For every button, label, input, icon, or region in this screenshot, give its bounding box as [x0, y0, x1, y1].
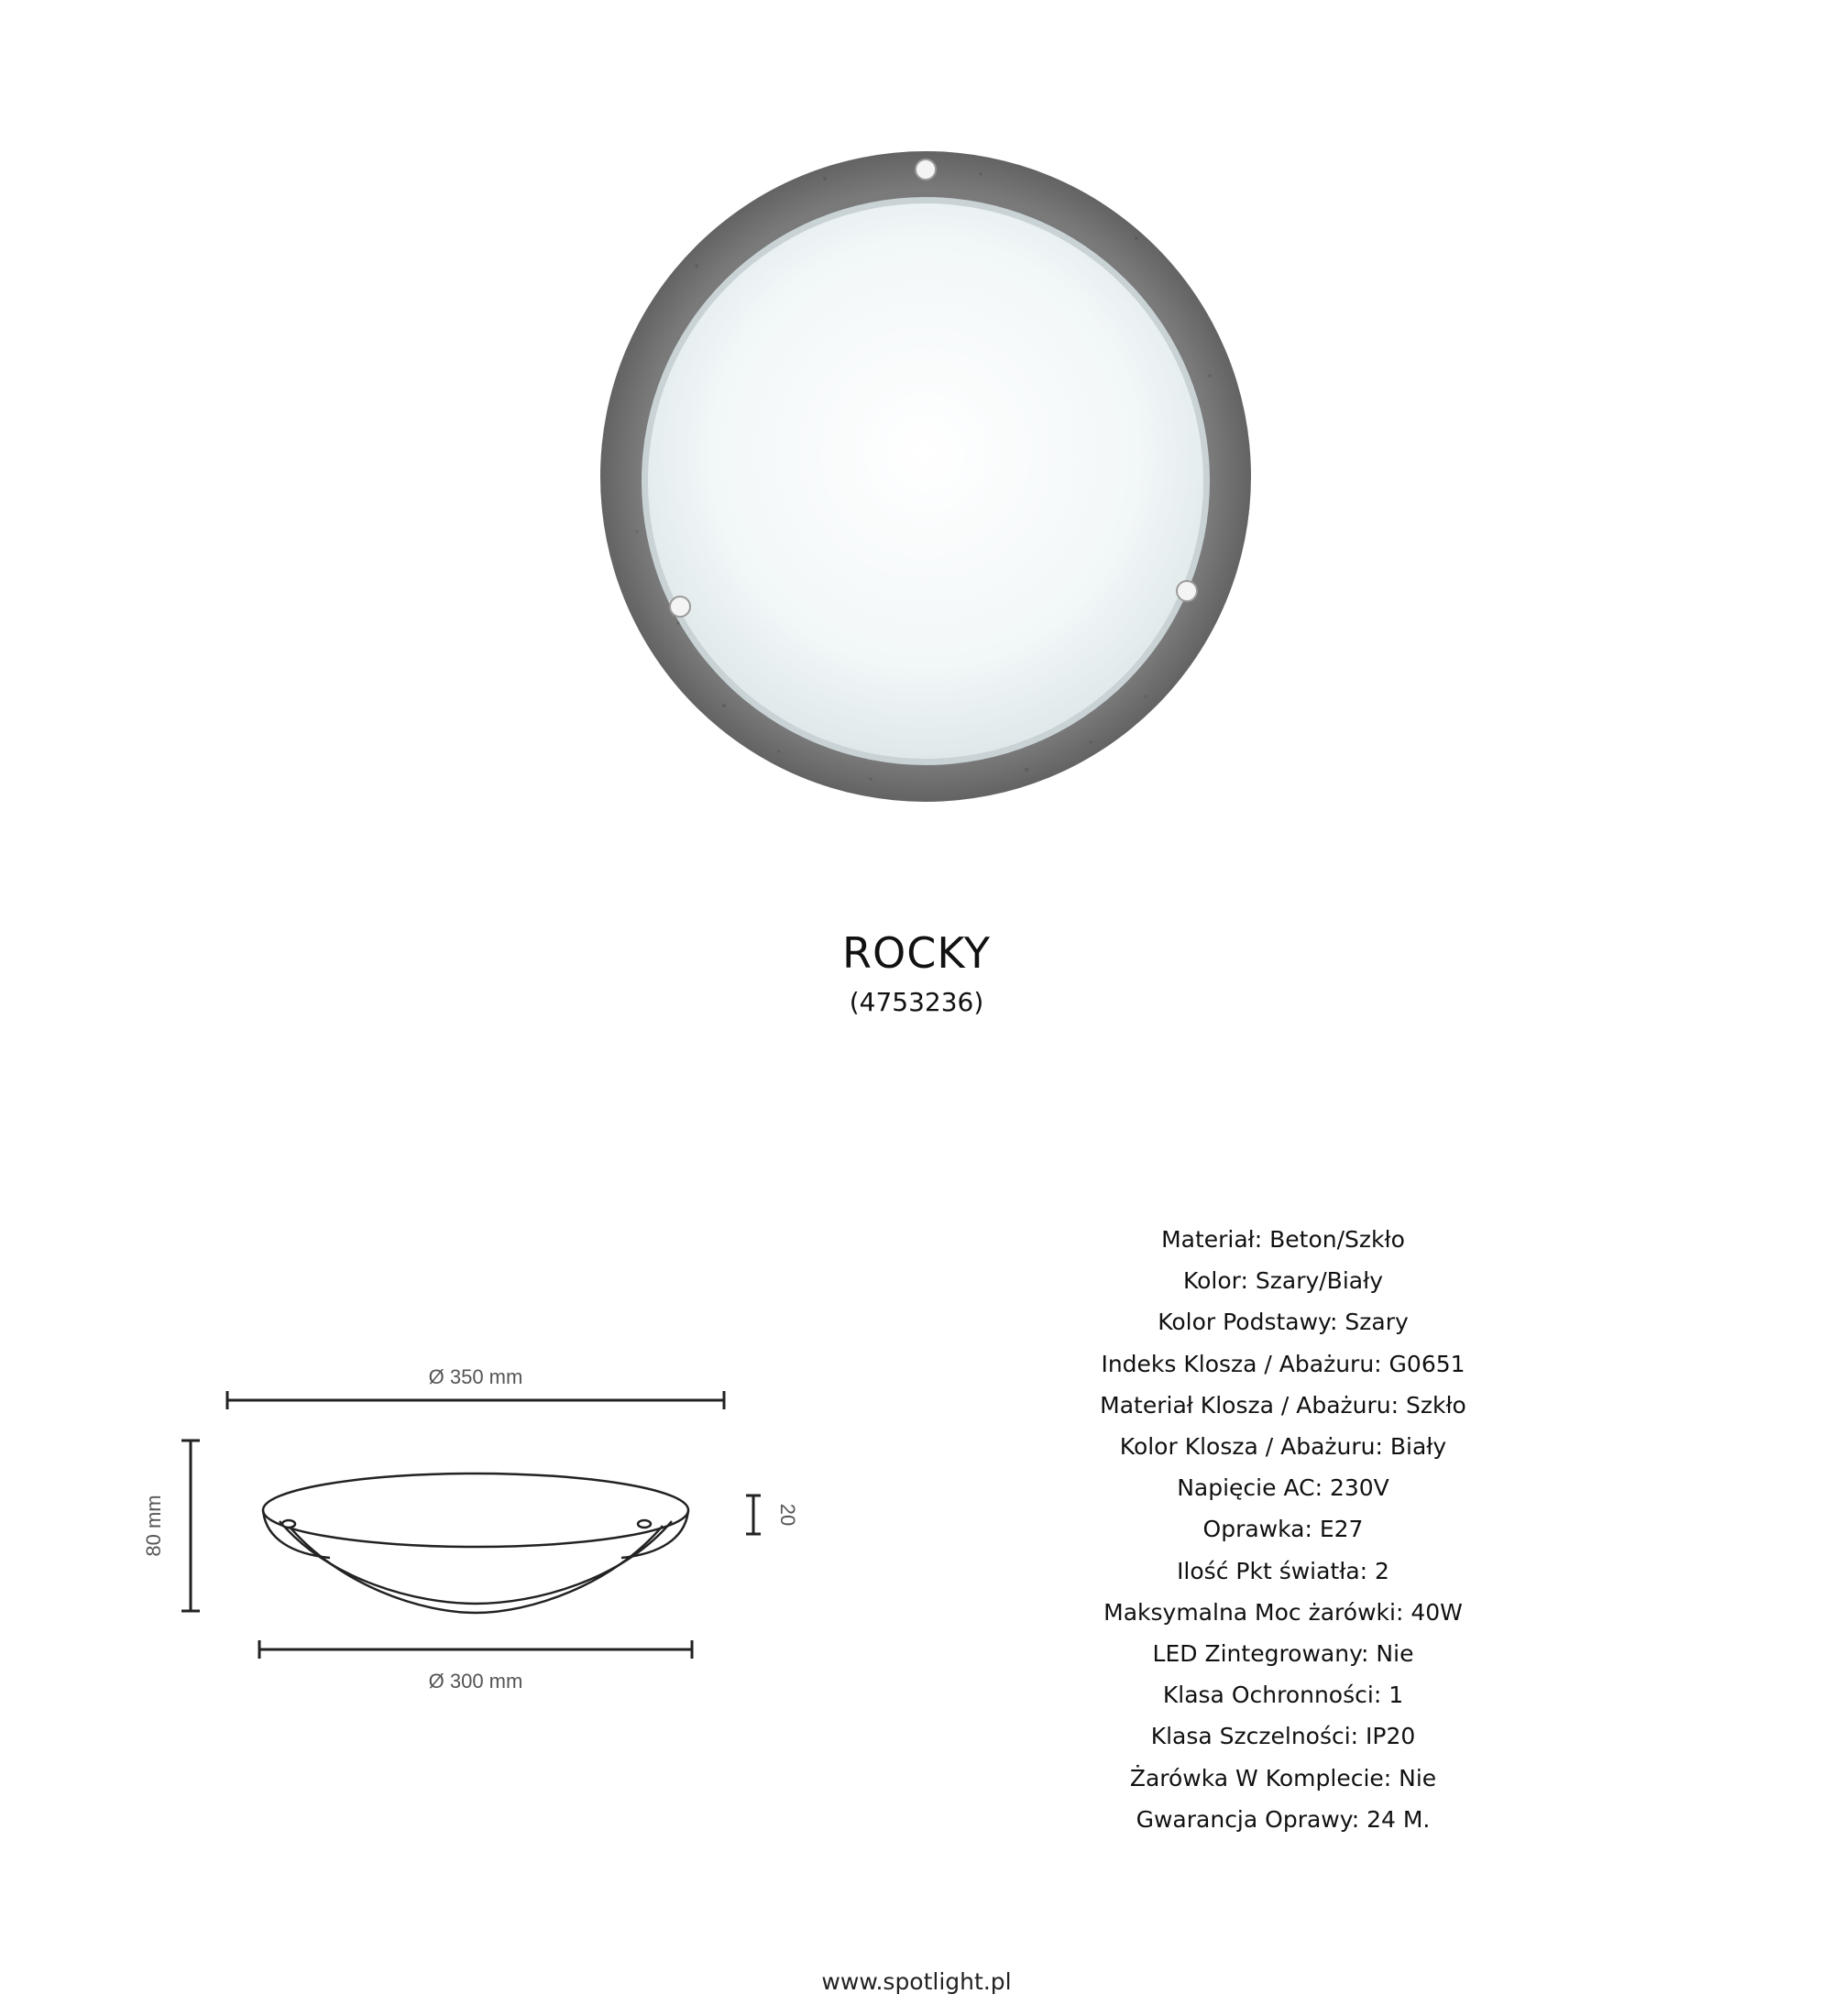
height-label: 80 mm	[142, 1495, 165, 1557]
rim-height-label: 20	[776, 1503, 799, 1527]
spec-item: Maksymalna Moc żarówki: 40W	[1103, 1598, 1463, 1626]
dimension-drawing	[119, 1338, 816, 1704]
spec-item: Ilość Pkt światła: 2	[1177, 1557, 1389, 1584]
outer-diameter-label: Ø 350 mm	[428, 1365, 523, 1388]
lamp-profile	[263, 1474, 688, 1613]
spec-item: LED Zintegrowany: Nie	[1152, 1640, 1414, 1668]
product-title-block	[0, 926, 1833, 1021]
screw-left	[670, 597, 690, 617]
spec-item: Gwarancja Oprawy: 24 M.	[1136, 1805, 1431, 1833]
screw-top	[916, 159, 936, 180]
spec-item: Materiał Klosza / Abażuru: Szkło	[1100, 1391, 1466, 1419]
spec-list	[1008, 1219, 1558, 1840]
spec-item: Klasa Szczelności: IP20	[1150, 1723, 1416, 1750]
spec-item: Materiał: Beton/Szkło	[1161, 1226, 1405, 1253]
glass-shade	[648, 203, 1203, 759]
spec-item: Żarówka W Komplecie: Nie	[1129, 1764, 1437, 1791]
spec-item: Indeks Klosza / Abażuru: G0651	[1101, 1350, 1465, 1377]
product-name: ROCKY	[842, 928, 991, 978]
lamp-photo	[596, 147, 1256, 806]
spec-item: Kolor Klosza / Abażuru: Biały	[1119, 1433, 1447, 1461]
screw-right	[1177, 581, 1197, 601]
spec-item: Kolor Podstawy: Szary	[1158, 1309, 1409, 1336]
inner-diameter-label: Ø 300 mm	[428, 1670, 523, 1693]
spec-item: Klasa Ochronności: 1	[1162, 1682, 1404, 1709]
spec-item: Kolor: Szary/Biały	[1182, 1267, 1384, 1295]
website-url: www.spotlight.pl	[821, 1968, 1012, 1995]
spec-item: Napięcie AC: 230V	[1177, 1474, 1389, 1502]
product-code: (4753236)	[849, 987, 984, 1017]
spec-item: Oprawka: E27	[1202, 1516, 1364, 1543]
